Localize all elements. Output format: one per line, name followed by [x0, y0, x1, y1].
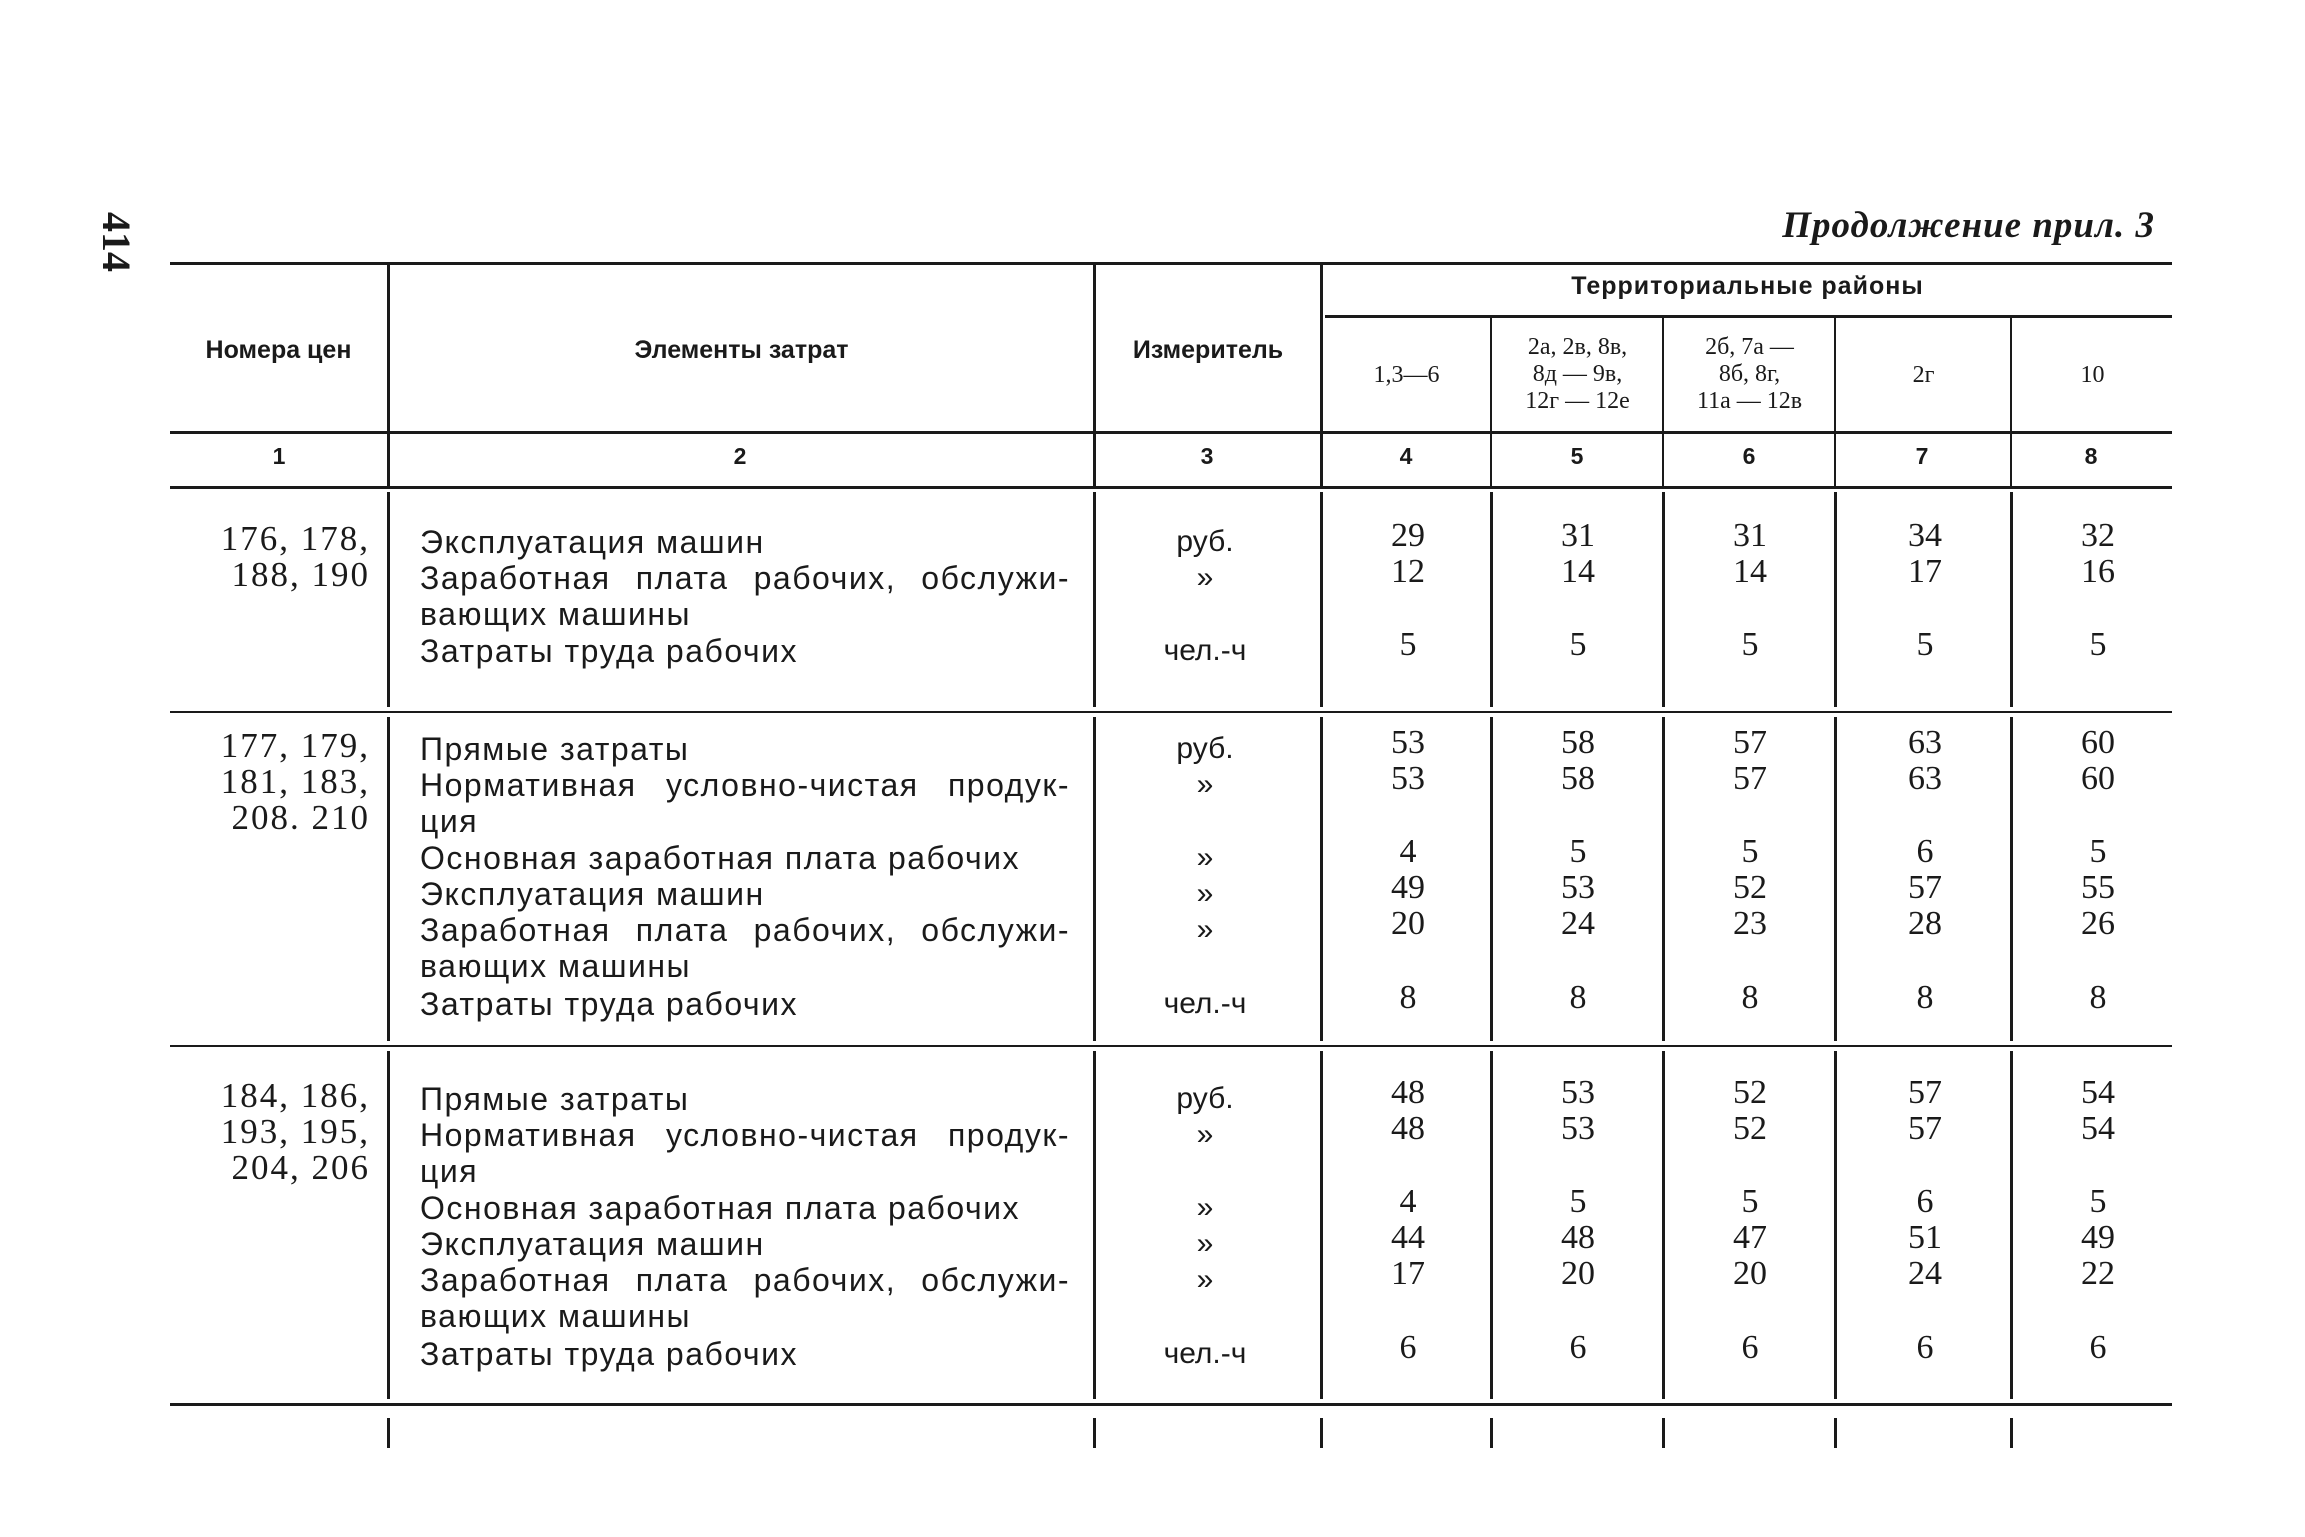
- value-cell: 6: [1916, 1329, 1934, 1366]
- page-number: 414: [94, 212, 139, 272]
- value-cell: 6: [1569, 1329, 1587, 1366]
- value-cell: 20: [1391, 905, 1425, 942]
- value-cell: 29: [1391, 517, 1425, 554]
- unit-cell: »: [1196, 561, 1214, 594]
- unit-cell: руб.: [1176, 1082, 1234, 1115]
- continuation-caption: Продолжение прил. 3: [1782, 205, 2155, 246]
- value-cell: 4: [1399, 1183, 1417, 1220]
- unit-cell: »: [1196, 841, 1214, 874]
- value-cell: 52: [1733, 1074, 1767, 1111]
- region-header-line: 12г — 12е: [1525, 388, 1630, 414]
- value-cell: 12: [1391, 553, 1425, 590]
- header-regions-title: Территориальные районы: [1571, 272, 1924, 300]
- column-number: 1: [272, 443, 286, 469]
- column-line: [1834, 492, 1837, 707]
- unit-cell: руб.: [1176, 732, 1234, 765]
- column-line: [1834, 1051, 1837, 1399]
- value-cell: 58: [1561, 724, 1595, 761]
- column-line: [2010, 717, 2013, 1041]
- value-cell: 16: [2081, 553, 2115, 590]
- group-separator-rule: [170, 711, 2172, 713]
- value-cell: 48: [1561, 1219, 1595, 1256]
- price-number-line: 193, 195,: [220, 1112, 370, 1151]
- cost-element-label: Затраты труда рабочих: [420, 1336, 798, 1372]
- cost-element-label: Затраты труда рабочих: [420, 986, 798, 1022]
- column-line: [2010, 492, 2013, 707]
- value-cell: 14: [1561, 553, 1595, 590]
- value-cell: 6: [2089, 1329, 2107, 1366]
- column-line: [1093, 264, 1096, 486]
- cost-element-label: Нормативная условно-чистая продук-ция: [420, 1117, 1070, 1189]
- unit-cell: »: [1196, 1227, 1214, 1260]
- unit-cell: »: [1196, 877, 1214, 910]
- price-number-line: 204, 206: [231, 1148, 370, 1187]
- unit-cell: руб.: [1176, 525, 1234, 558]
- value-cell: 57: [1733, 760, 1767, 797]
- value-cell: 53: [1391, 760, 1425, 797]
- value-cell: 52: [1733, 869, 1767, 906]
- column-line: [1834, 717, 1837, 1041]
- column-number: 8: [2084, 443, 2098, 469]
- value-cell: 32: [2081, 517, 2115, 554]
- value-cell: 5: [1741, 1183, 1759, 1220]
- value-cell: 6: [1399, 1329, 1417, 1366]
- column-line: [2010, 318, 2012, 486]
- cost-element-label: Затраты труда рабочих: [420, 633, 798, 669]
- value-cell: 52: [1733, 1110, 1767, 1147]
- value-cell: 55: [2081, 869, 2115, 906]
- value-cell: 60: [2081, 760, 2115, 797]
- value-cell: 31: [1561, 517, 1595, 554]
- cost-element-label: Заработная плата рабочих, обслужи-вающих машины: [420, 1262, 1070, 1334]
- unit-cell: »: [1196, 1118, 1214, 1151]
- value-cell: 5: [1569, 1183, 1587, 1220]
- column-line: [1490, 717, 1493, 1041]
- column-line: [1320, 1051, 1323, 1399]
- column-line: [1490, 318, 1492, 486]
- unit-cell: чел.-ч: [1163, 634, 1247, 667]
- value-cell: 17: [1391, 1255, 1425, 1292]
- cost-element-label: Эксплуатация машин: [420, 876, 765, 912]
- value-cell: 57: [1908, 869, 1942, 906]
- value-cell: 53: [1391, 724, 1425, 761]
- group-separator-rule: [170, 1045, 2172, 1047]
- value-cell: 31: [1733, 517, 1767, 554]
- region-header-2: [1493, 334, 1662, 415]
- column-line: [1490, 1418, 1493, 1448]
- header-price-numbers: Номера цен: [205, 336, 352, 364]
- value-cell: 44: [1391, 1219, 1425, 1256]
- column-line: [1490, 1051, 1493, 1399]
- regions-title-rule: [1325, 315, 2172, 318]
- column-number: 5: [1570, 443, 1584, 469]
- cost-element-label: Основная заработная плата рабочих: [420, 840, 1021, 876]
- value-cell: 34: [1908, 517, 1942, 554]
- region-header-line: 2б, 7а —: [1705, 334, 1794, 360]
- column-line: [387, 492, 390, 707]
- column-line: [1662, 318, 1664, 486]
- unit-cell: чел.-ч: [1163, 987, 1247, 1020]
- cost-element-label: Эксплуатация машин: [420, 1226, 765, 1262]
- price-number-line: 176, 178,: [220, 519, 370, 558]
- value-cell: 5: [1916, 626, 1934, 663]
- value-cell: 63: [1908, 724, 1942, 761]
- cost-element-label: Прямые затраты: [420, 731, 690, 767]
- value-cell: 6: [1916, 833, 1934, 870]
- price-number-line: 208. 210: [231, 798, 370, 837]
- value-cell: 5: [1399, 626, 1417, 663]
- value-cell: 48: [1391, 1074, 1425, 1111]
- value-cell: 57: [1908, 1110, 1942, 1147]
- column-numbers-rule: [170, 486, 2172, 489]
- column-line: [1093, 1418, 1096, 1448]
- value-cell: 5: [1569, 833, 1587, 870]
- column-line: [1662, 717, 1665, 1041]
- value-cell: 8: [1399, 979, 1417, 1016]
- cost-element-label: Основная заработная плата рабочих: [420, 1190, 1021, 1226]
- column-line: [1490, 492, 1493, 707]
- region-header-3: [1665, 334, 1834, 415]
- cost-element-label: Эксплуатация машин: [420, 524, 765, 560]
- value-cell: 5: [1741, 833, 1759, 870]
- header-unit: Измеритель: [1132, 336, 1284, 364]
- unit-cell: »: [1196, 768, 1214, 801]
- cost-element-label: Заработная плата рабочих, обслужи-вающих машины: [420, 912, 1070, 984]
- region-header-line: 2г: [1912, 362, 1935, 388]
- unit-cell: »: [1196, 1263, 1214, 1296]
- cost-element-label: Заработная плата рабочих, обслужи-вающих машины: [420, 560, 1070, 632]
- value-cell: 8: [2089, 979, 2107, 1016]
- value-cell: 4: [1399, 833, 1417, 870]
- region-header-line: 10: [2080, 362, 2105, 388]
- value-cell: 23: [1733, 905, 1767, 942]
- unit-cell: »: [1196, 1191, 1214, 1224]
- value-cell: 57: [1908, 1074, 1942, 1111]
- column-line: [1662, 1051, 1665, 1399]
- column-line: [1662, 492, 1665, 707]
- column-number: 7: [1915, 443, 1929, 469]
- value-cell: 47: [1733, 1219, 1767, 1256]
- table-bottom-rule: [170, 1403, 2172, 1406]
- cost-element-label: Нормативная условно-чистая продук-ция: [420, 767, 1070, 839]
- region-header-line: 1,3—6: [1373, 362, 1440, 388]
- column-line: [2010, 1051, 2013, 1399]
- region-header-line: 2а, 2в, 8в,: [1527, 334, 1628, 360]
- value-cell: 5: [1569, 626, 1587, 663]
- price-numbers-cell: [170, 728, 370, 836]
- header-cost-elements: Элементы затрат: [634, 336, 849, 364]
- value-cell: 53: [1561, 1074, 1595, 1111]
- column-line: [1834, 1418, 1837, 1448]
- column-line: [387, 1051, 390, 1399]
- value-cell: 28: [1908, 905, 1942, 942]
- value-cell: 22: [2081, 1255, 2115, 1292]
- region-header-line: 11а — 12в: [1696, 388, 1803, 414]
- value-cell: 53: [1561, 869, 1595, 906]
- column-number: 2: [733, 443, 747, 469]
- region-header-5: [2013, 362, 2172, 389]
- price-number-line: 184, 186,: [220, 1076, 370, 1115]
- value-cell: 20: [1733, 1255, 1767, 1292]
- column-line: [1662, 1418, 1665, 1448]
- column-line: [1834, 318, 1836, 486]
- value-cell: 60: [2081, 724, 2115, 761]
- value-cell: 49: [1391, 869, 1425, 906]
- cost-element-label: Прямые затраты: [420, 1081, 690, 1117]
- column-line: [387, 717, 390, 1041]
- value-cell: 49: [2081, 1219, 2115, 1256]
- value-cell: 8: [1741, 979, 1759, 1016]
- price-number-line: 181, 183,: [220, 762, 370, 801]
- value-cell: 24: [1561, 905, 1595, 942]
- column-line: [387, 264, 390, 486]
- column-number: 4: [1399, 443, 1413, 469]
- column-line: [1320, 492, 1323, 707]
- price-number-line: 188, 190: [231, 555, 370, 594]
- value-cell: 57: [1733, 724, 1767, 761]
- region-header-line: 8д — 9в,: [1532, 361, 1623, 387]
- unit-cell: чел.-ч: [1163, 1337, 1247, 1370]
- price-number-line: 177, 179,: [220, 726, 370, 765]
- region-header-line: 8б, 8г,: [1718, 361, 1781, 387]
- value-cell: 17: [1908, 553, 1942, 590]
- value-cell: 8: [1916, 979, 1934, 1016]
- value-cell: 54: [2081, 1074, 2115, 1111]
- value-cell: 5: [2089, 1183, 2107, 1220]
- column-line: [2010, 1418, 2013, 1448]
- value-cell: 24: [1908, 1255, 1942, 1292]
- value-cell: 5: [2089, 833, 2107, 870]
- value-cell: 48: [1391, 1110, 1425, 1147]
- table-top-rule: [170, 262, 2172, 265]
- price-numbers-cell: [170, 1078, 370, 1186]
- column-line: [1320, 1418, 1323, 1448]
- value-cell: 51: [1908, 1219, 1942, 1256]
- value-cell: 20: [1561, 1255, 1595, 1292]
- value-cell: 54: [2081, 1110, 2115, 1147]
- value-cell: 5: [2089, 626, 2107, 663]
- value-cell: 63: [1908, 760, 1942, 797]
- value-cell: 14: [1733, 553, 1767, 590]
- value-cell: 53: [1561, 1110, 1595, 1147]
- value-cell: 6: [1916, 1183, 1934, 1220]
- region-header-4: [1837, 362, 2010, 389]
- value-cell: 6: [1741, 1329, 1759, 1366]
- value-cell: 5: [1741, 626, 1759, 663]
- column-number: 6: [1742, 443, 1756, 469]
- column-line: [1320, 717, 1323, 1041]
- value-cell: 26: [2081, 905, 2115, 942]
- price-numbers-cell: [170, 521, 370, 593]
- column-line: [387, 1418, 390, 1448]
- unit-cell: »: [1196, 913, 1214, 946]
- value-cell: 8: [1569, 979, 1587, 1016]
- value-cell: 58: [1561, 760, 1595, 797]
- header-bottom-rule: [170, 431, 2172, 434]
- region-header-1: [1323, 362, 1490, 389]
- column-number: 3: [1200, 443, 1214, 469]
